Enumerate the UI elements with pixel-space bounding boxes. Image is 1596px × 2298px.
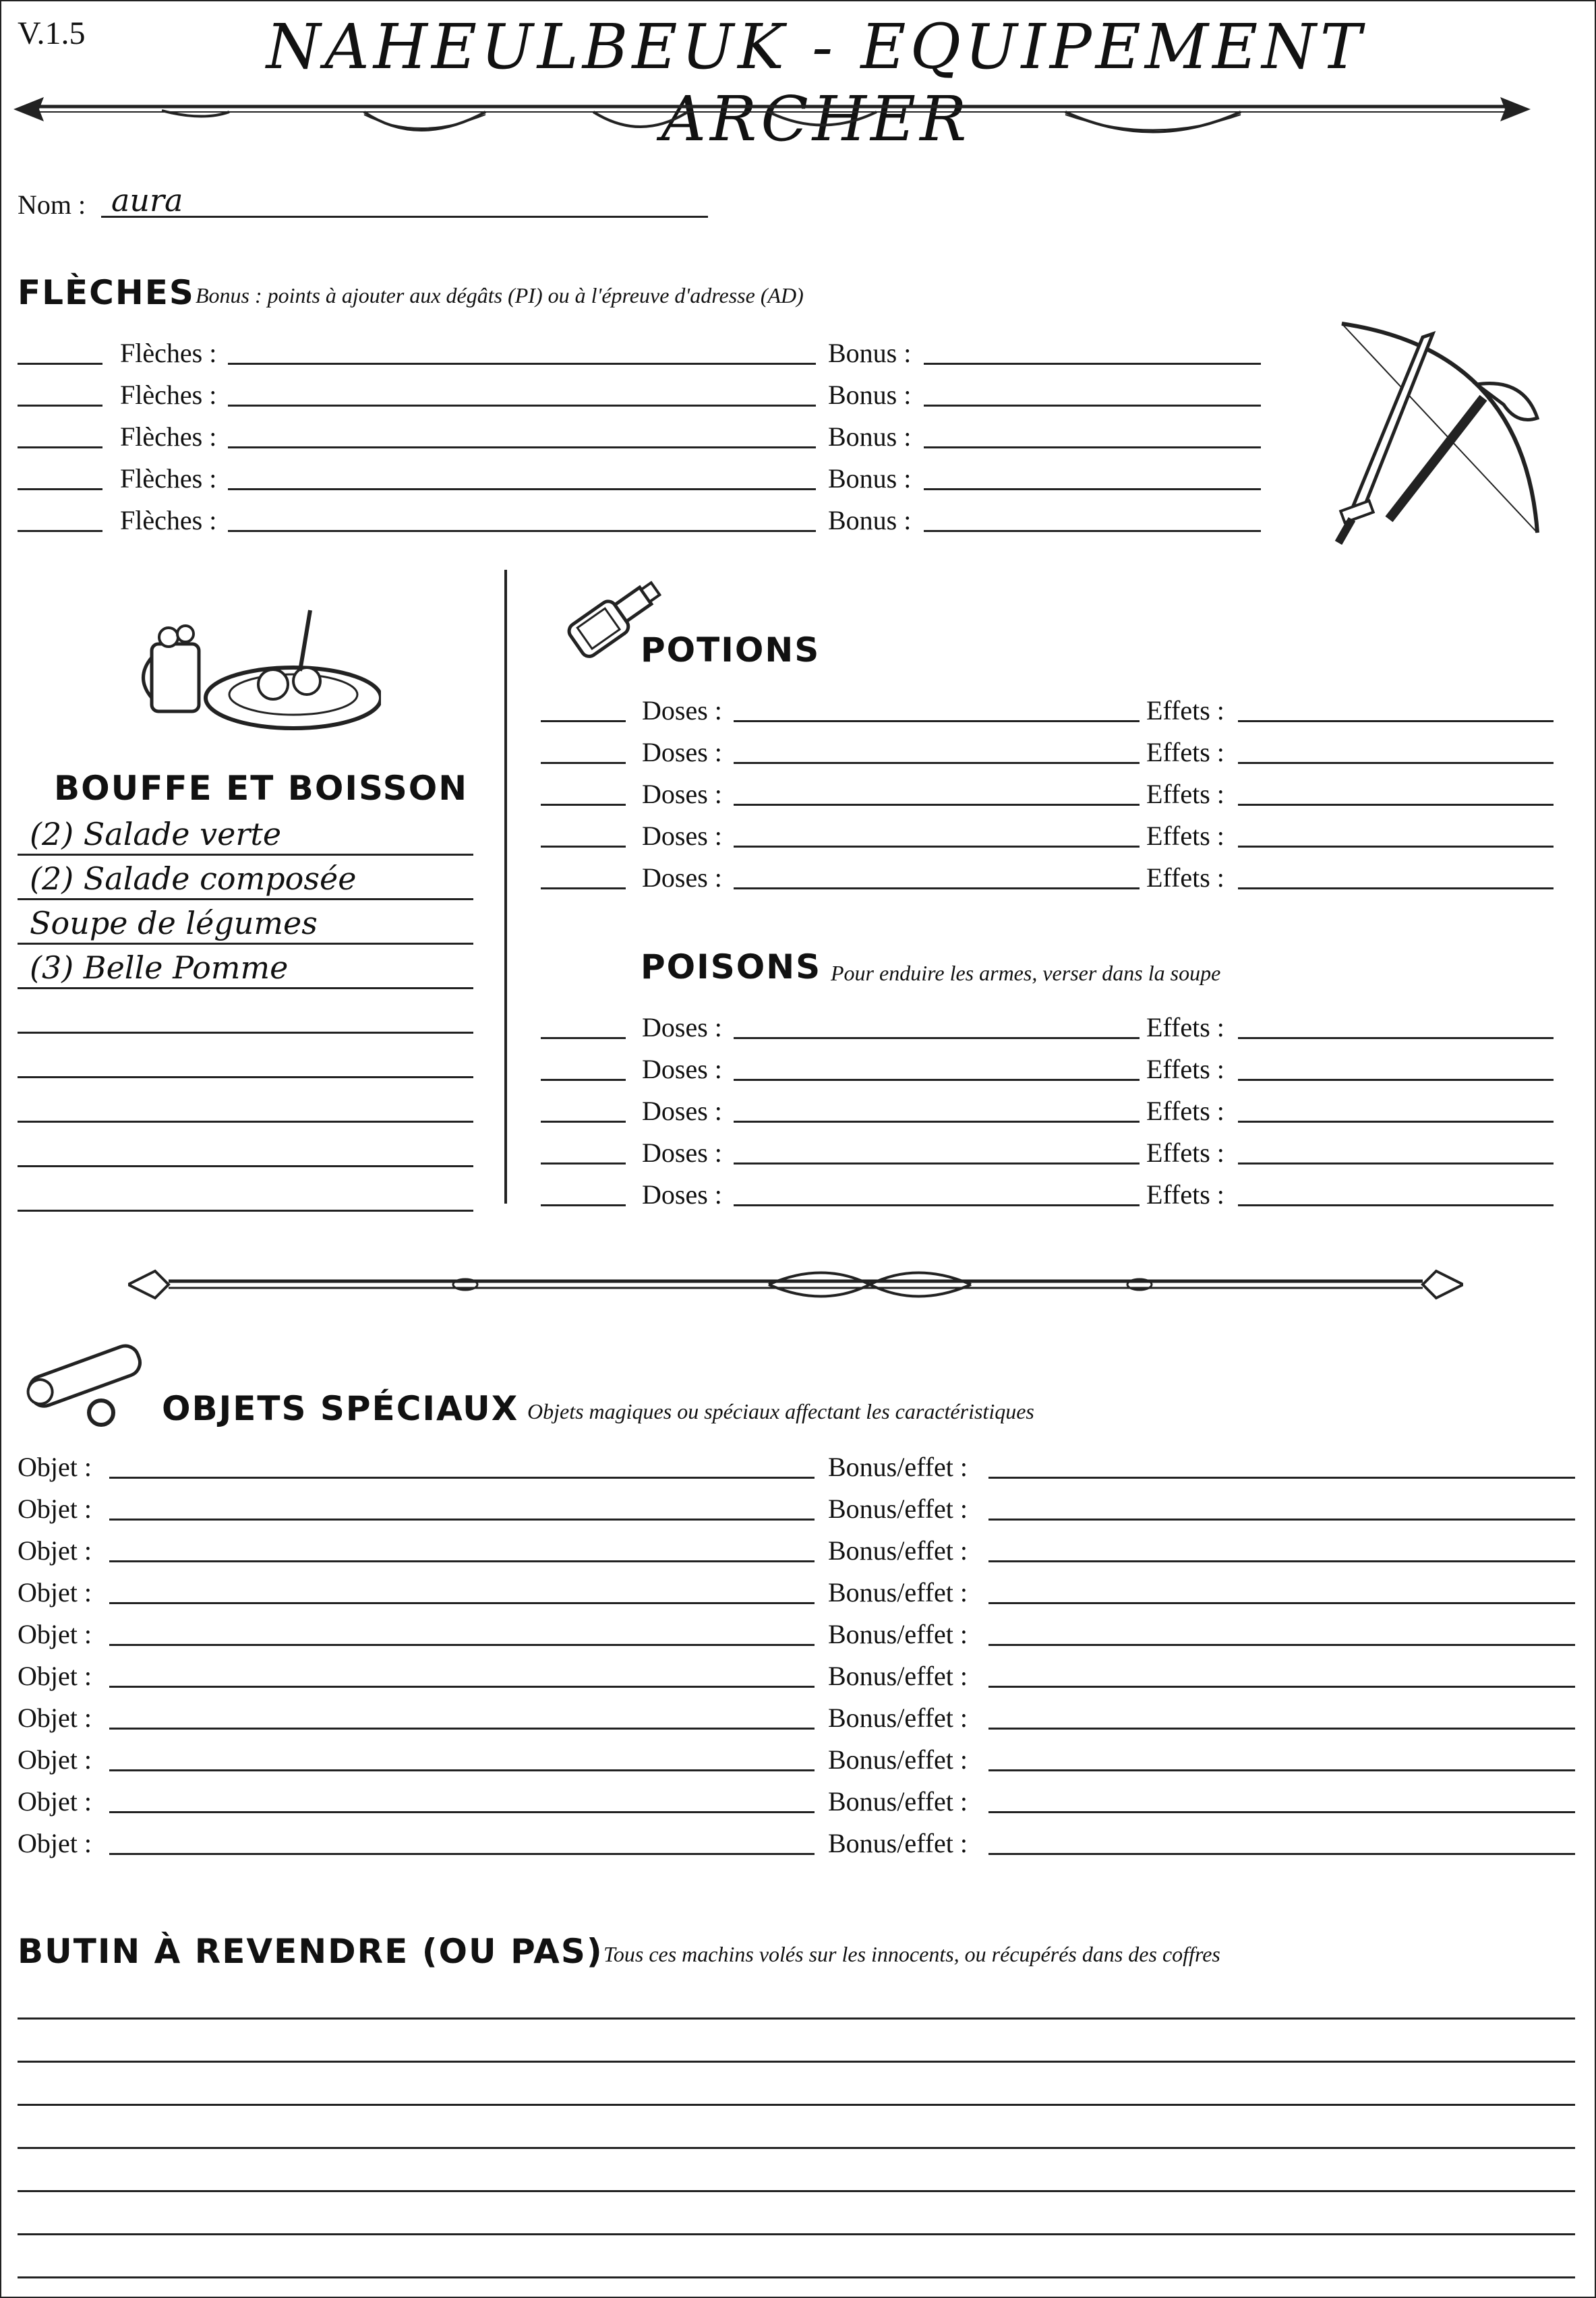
arrow-divider-icon xyxy=(13,88,1531,148)
potions-doses-label: Doses : xyxy=(642,821,722,851)
butin-line[interactable] xyxy=(18,2061,1575,2063)
potions-doses-line[interactable] xyxy=(734,762,1140,764)
potions-count-line[interactable] xyxy=(541,846,626,848)
objet-bonus-line[interactable] xyxy=(988,1811,1575,1813)
fleches-label: Flèches : xyxy=(120,380,217,410)
objet-label: Objet : xyxy=(18,1703,92,1733)
poisons-effets-label: Effets : xyxy=(1146,1138,1224,1168)
objet-bonus-line[interactable] xyxy=(988,1769,1575,1771)
objet-line[interactable] xyxy=(109,1728,815,1730)
fleches-label: Flèches : xyxy=(120,338,217,368)
objet-bonus-label: Bonus/effet : xyxy=(828,1494,968,1524)
potions-count-line[interactable] xyxy=(541,762,626,764)
nom-field-line xyxy=(101,216,708,218)
butin-line[interactable] xyxy=(18,2276,1575,2278)
objet-bonus-label: Bonus/effet : xyxy=(828,1661,968,1691)
potions-doses-line[interactable] xyxy=(734,887,1140,889)
potions-effets-label: Effets : xyxy=(1146,821,1224,851)
fleches-bonus-line[interactable] xyxy=(924,363,1261,365)
fleches-count-line[interactable] xyxy=(18,530,102,532)
poisons-count-line[interactable] xyxy=(541,1121,626,1123)
fleches-count-line[interactable] xyxy=(18,446,102,448)
poisons-count-line[interactable] xyxy=(541,1037,626,1039)
bouffe-item-line[interactable] xyxy=(18,854,473,856)
fleches-bonus-line[interactable] xyxy=(924,405,1261,407)
potions-doses-line[interactable] xyxy=(734,846,1140,848)
potions-effets-line[interactable] xyxy=(1238,720,1554,722)
poisons-doses-label: Doses : xyxy=(642,1179,722,1210)
butin-line[interactable] xyxy=(18,2233,1575,2235)
objet-bonus-line[interactable] xyxy=(988,1560,1575,1562)
butin-line[interactable] xyxy=(18,2190,1575,2192)
objet-label: Objet : xyxy=(18,1494,92,1524)
objet-label: Objet : xyxy=(18,1828,92,1858)
butin-line[interactable] xyxy=(18,2104,1575,2106)
poisons-doses-line[interactable] xyxy=(734,1037,1140,1039)
objet-bonus-label: Bonus/effet : xyxy=(828,1452,968,1482)
butin-subtitle: Tous ces machins volés sur les innocents, ou récupérés dans des coffres xyxy=(603,1942,1220,1966)
objet-bonus-line[interactable] xyxy=(988,1728,1575,1730)
food-plate-icon xyxy=(138,603,381,738)
bouffe-item-text[interactable]: (2) Salade composée xyxy=(30,860,357,897)
fleches-bonus-line[interactable] xyxy=(924,530,1261,532)
bouffe-item-text[interactable]: (2) Salade verte xyxy=(30,816,282,852)
bouffe-item-text[interactable]: (3) Belle Pomme xyxy=(30,949,289,986)
fleches-bonus-label: Bonus : xyxy=(828,338,912,368)
objet-bonus-label: Bonus/effet : xyxy=(828,1703,968,1733)
potions-doses-label: Doses : xyxy=(642,862,722,893)
potions-effets-label: Effets : xyxy=(1146,737,1224,767)
fleches-count-line[interactable] xyxy=(18,488,102,490)
objet-bonus-label: Bonus/effet : xyxy=(828,1535,968,1566)
potions-doses-label: Doses : xyxy=(642,737,722,767)
potions-doses-label: Doses : xyxy=(642,695,722,726)
poisons-doses-line[interactable] xyxy=(734,1121,1140,1123)
bouffe-item-line[interactable] xyxy=(18,943,473,945)
poisons-effets-line[interactable] xyxy=(1238,1162,1554,1165)
bouffe-item-line[interactable] xyxy=(18,987,473,989)
fleches-count-line[interactable] xyxy=(18,363,102,365)
poisons-count-line[interactable] xyxy=(541,1204,626,1206)
fleches-name-line[interactable] xyxy=(228,530,816,532)
fleches-title: FLÈCHES xyxy=(18,273,195,312)
fleches-label: Flèches : xyxy=(120,505,217,535)
bouffe-item-line[interactable] xyxy=(18,1032,473,1034)
potions-doses-line[interactable] xyxy=(734,720,1140,722)
potions-effets-line[interactable] xyxy=(1238,804,1554,806)
butin-line[interactable] xyxy=(18,2147,1575,2149)
staff-divider-icon xyxy=(128,1261,1463,1308)
fleches-subtitle: Bonus : points à ajouter aux dégâts (PI) ou à l'épreuve d'adresse (AD) xyxy=(196,283,804,307)
fleches-name-line[interactable] xyxy=(228,363,816,365)
objet-label: Objet : xyxy=(18,1577,92,1608)
poisons-doses-line[interactable] xyxy=(734,1204,1140,1206)
objet-bonus-label: Bonus/effet : xyxy=(828,1744,968,1775)
nom-value[interactable]: aura xyxy=(111,182,183,218)
poisons-count-line[interactable] xyxy=(541,1079,626,1081)
objets-subtitle: Objets magiques ou spéciaux affectant les caractéristiques xyxy=(527,1399,1034,1423)
fleches-bonus-line[interactable] xyxy=(924,446,1261,448)
potions-title: POTIONS xyxy=(641,630,821,670)
objet-line[interactable] xyxy=(109,1477,815,1479)
objet-bonus-line[interactable] xyxy=(988,1477,1575,1479)
objet-line[interactable] xyxy=(109,1602,815,1604)
page-title: NAHEULBEUK - EQUIPEMENT ARCHER xyxy=(266,11,1366,155)
bouffe-item-line[interactable] xyxy=(18,1076,473,1078)
objet-bonus-line[interactable] xyxy=(988,1686,1575,1688)
objet-line[interactable] xyxy=(109,1686,815,1688)
objet-bonus-label: Bonus/effet : xyxy=(828,1828,968,1858)
potions-effets-line[interactable] xyxy=(1238,762,1554,764)
objet-bonus-label: Bonus/effet : xyxy=(828,1786,968,1817)
potions-effets-label: Effets : xyxy=(1146,695,1224,726)
objet-bonus-label: Bonus/effet : xyxy=(828,1619,968,1649)
poisons-effets-label: Effets : xyxy=(1146,1012,1224,1042)
fleches-bonus-label: Bonus : xyxy=(828,380,912,410)
poisons-effets-line[interactable] xyxy=(1238,1037,1554,1039)
butin-line[interactable] xyxy=(18,2017,1575,2020)
fleches-count-line[interactable] xyxy=(18,405,102,407)
fleches-name-line[interactable] xyxy=(228,446,816,448)
potions-count-line[interactable] xyxy=(541,720,626,722)
poisons-doses-label: Doses : xyxy=(642,1138,722,1168)
objet-label: Objet : xyxy=(18,1619,92,1649)
bouffe-item-line[interactable] xyxy=(18,898,473,900)
objet-bonus-line[interactable] xyxy=(988,1602,1575,1604)
objet-line[interactable] xyxy=(109,1769,815,1771)
nom-label: Nom : xyxy=(18,189,86,220)
poisons-title: POISONS xyxy=(641,947,822,986)
poisons-effets-label: Effets : xyxy=(1146,1179,1224,1210)
objet-bonus-label: Bonus/effet : xyxy=(828,1577,968,1608)
potions-doses-line[interactable] xyxy=(734,804,1140,806)
version-label: V.1.5 xyxy=(18,16,86,51)
poisons-effets-line[interactable] xyxy=(1238,1079,1554,1081)
bouffe-item-line[interactable] xyxy=(18,1121,473,1123)
fleches-bonus-label: Bonus : xyxy=(828,421,912,452)
objet-line[interactable] xyxy=(109,1811,815,1813)
poisons-doses-label: Doses : xyxy=(642,1096,722,1126)
fleches-name-line[interactable] xyxy=(228,488,816,490)
objet-bonus-line[interactable] xyxy=(988,1644,1575,1646)
butin-title: BUTIN À REVENDRE (OU PAS) xyxy=(18,1932,603,1971)
objets-title: OBJETS SPÉCIAUX xyxy=(162,1389,519,1428)
bouffe-item-text[interactable]: Soupe de légumes xyxy=(30,905,318,941)
potions-effets-label: Effets : xyxy=(1146,779,1224,809)
potions-effets-line[interactable] xyxy=(1238,846,1554,848)
potions-effets-line[interactable] xyxy=(1238,887,1554,889)
potions-count-line[interactable] xyxy=(541,887,626,889)
fleches-bonus-line[interactable] xyxy=(924,488,1261,490)
fleches-bonus-label: Bonus : xyxy=(828,505,912,535)
objet-line[interactable] xyxy=(109,1519,815,1521)
objet-label: Objet : xyxy=(18,1786,92,1817)
objet-label: Objet : xyxy=(18,1744,92,1775)
potions-count-line[interactable] xyxy=(541,804,626,806)
poisons-doses-label: Doses : xyxy=(642,1054,722,1084)
bouffe-item-line[interactable] xyxy=(18,1210,473,1212)
objet-line[interactable] xyxy=(109,1644,815,1646)
objet-bonus-line[interactable] xyxy=(988,1853,1575,1855)
crossed-weapons-icon xyxy=(1322,310,1564,553)
poisons-subtitle: Pour enduire les armes, verser dans la soupe xyxy=(831,961,1221,985)
potions-doses-label: Doses : xyxy=(642,779,722,809)
objet-line[interactable] xyxy=(109,1853,815,1855)
column-divider xyxy=(504,570,507,1204)
poisons-effets-line[interactable] xyxy=(1238,1121,1554,1123)
poisons-doses-line[interactable] xyxy=(734,1079,1140,1081)
bouffe-item-line[interactable] xyxy=(18,1165,473,1167)
fleches-label: Flèches : xyxy=(120,463,217,494)
poisons-count-line[interactable] xyxy=(541,1162,626,1165)
potions-effets-label: Effets : xyxy=(1146,862,1224,893)
bouffe-title: BOUFFE ET BOISSON xyxy=(54,769,469,808)
poisons-doses-label: Doses : xyxy=(642,1012,722,1042)
objet-label: Objet : xyxy=(18,1535,92,1566)
poisons-effets-label: Effets : xyxy=(1146,1054,1224,1084)
objet-line[interactable] xyxy=(109,1560,815,1562)
fleches-bonus-label: Bonus : xyxy=(828,463,912,494)
objet-bonus-line[interactable] xyxy=(988,1519,1575,1521)
fleches-name-line[interactable] xyxy=(228,405,816,407)
poisons-doses-line[interactable] xyxy=(734,1162,1140,1165)
poisons-effets-line[interactable] xyxy=(1238,1204,1554,1206)
poisons-effets-label: Effets : xyxy=(1146,1096,1224,1126)
objet-label: Objet : xyxy=(18,1661,92,1691)
scroll-ring-icon xyxy=(13,1342,162,1430)
fleches-label: Flèches : xyxy=(120,421,217,452)
objet-label: Objet : xyxy=(18,1452,92,1482)
